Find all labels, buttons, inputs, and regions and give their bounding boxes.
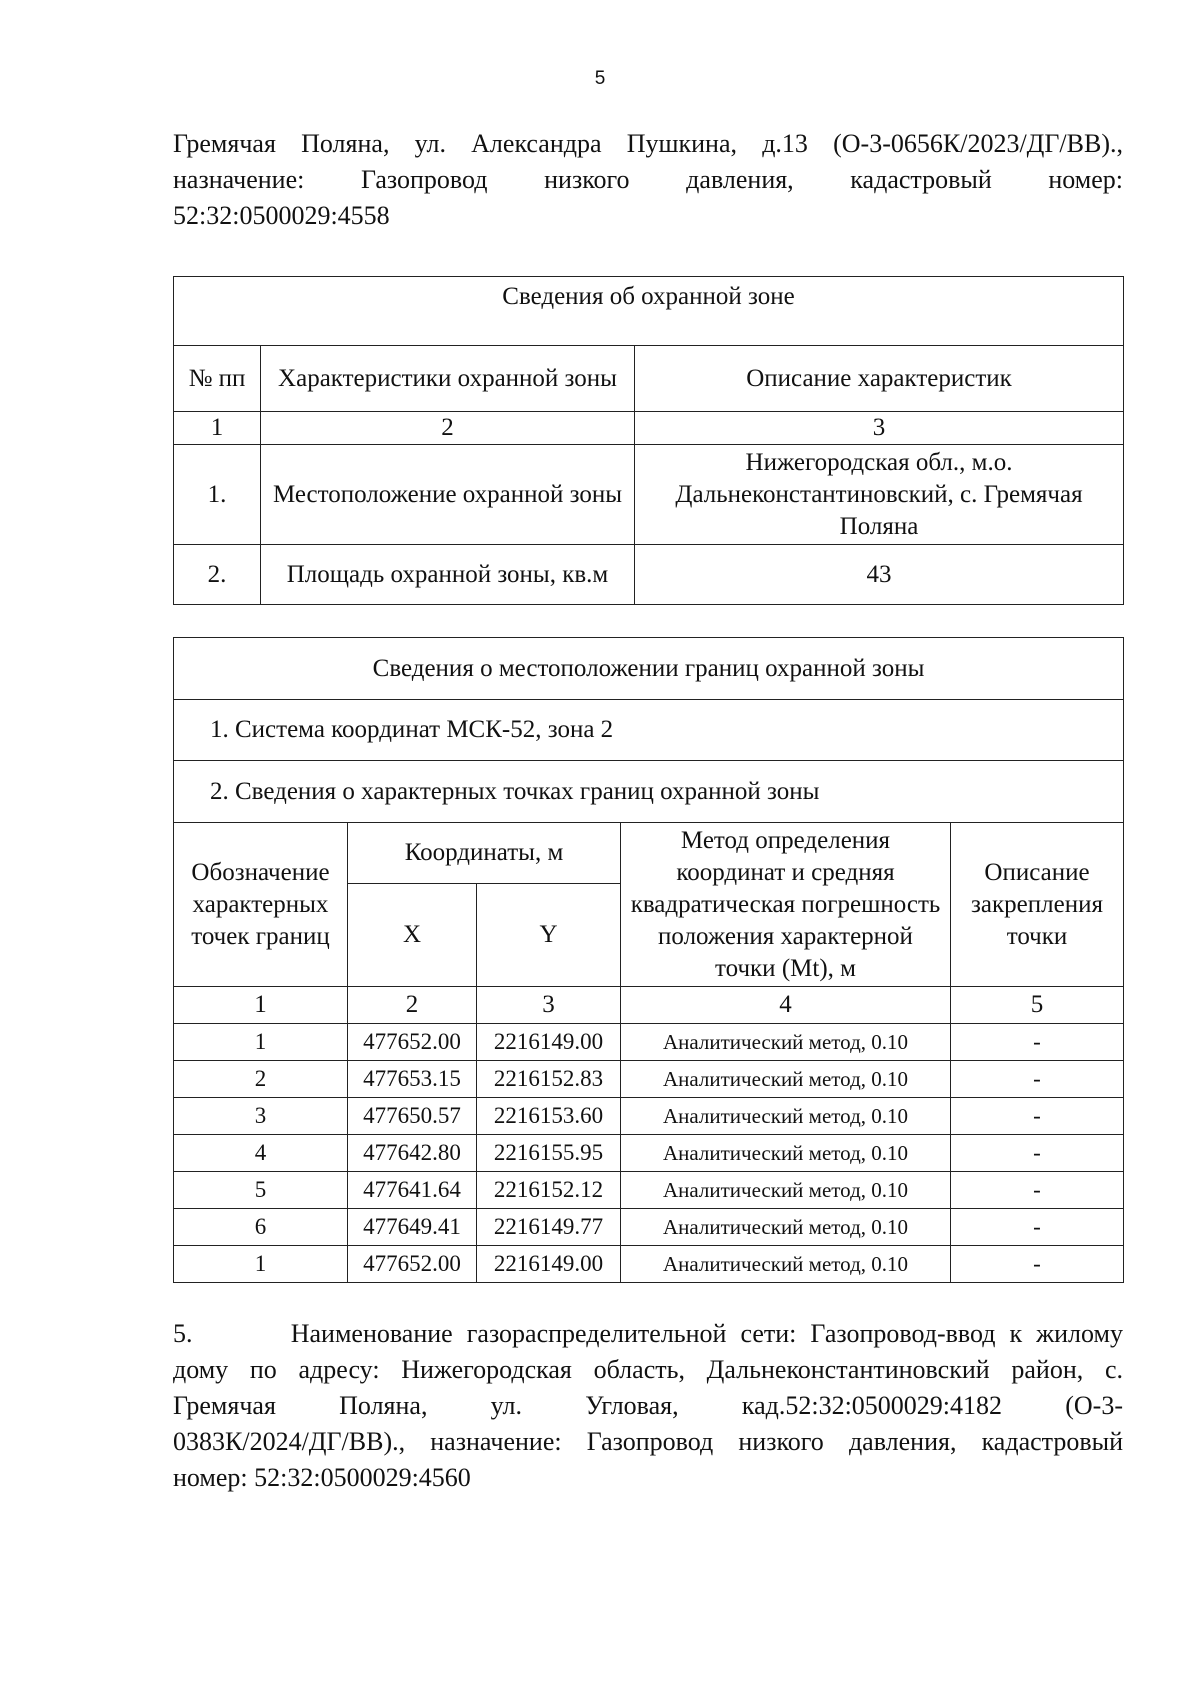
zone-row-num: 1. <box>174 445 261 545</box>
point-x: 477650.57 <box>348 1098 477 1135</box>
table-row <box>174 545 1124 605</box>
bounds-table-title: Сведения о местоположении границ охранной зоны <box>174 638 1124 700</box>
intro-line: Гремячая Поляна, ул. Александра Пушкина, д.13 (О-3-0656К/2023/ДГ/ВВ)., <box>173 129 1123 158</box>
point-fixing: - <box>951 1135 1124 1172</box>
point-y: 2216152.12 <box>477 1172 621 1209</box>
zone-col-number: 3 <box>635 412 1124 445</box>
section-5-line: номер: 52:32:0500029:4560 <box>173 1463 471 1492</box>
zone-header-desc: Описание характеристик <box>635 346 1124 412</box>
point-method: Аналитический метод, 0.10 <box>621 1246 951 1283</box>
point-y: 2216149.00 <box>477 1024 621 1061</box>
point-id: 1 <box>174 1024 348 1061</box>
point-method: Аналитический метод, 0.10 <box>621 1209 951 1246</box>
point-method: Аналитический метод, 0.10 <box>621 1098 951 1135</box>
section-5-line: Гремячая Поляна, ул. Угловая, кад.52:32:0500029:4182 (О-3- <box>173 1391 1123 1420</box>
intro-line: назначение: Газопровод низкого давления, кадастровый номер: <box>173 165 1123 194</box>
point-id: 1 <box>174 1246 348 1283</box>
point-y: 2216149.00 <box>477 1246 621 1283</box>
bounds-col-number: 1 <box>174 987 348 1024</box>
header-fixing: Описание закрепления точки <box>951 823 1124 987</box>
zone-table <box>173 276 1124 605</box>
point-x: 477642.80 <box>348 1135 477 1172</box>
table-row <box>174 1135 1124 1172</box>
point-fixing: - <box>951 1246 1124 1283</box>
header-designation: Обозначение характерных точек границ <box>174 823 348 987</box>
point-id: 6 <box>174 1209 348 1246</box>
intro-paragraph <box>173 126 1123 234</box>
table-row <box>174 1209 1124 1246</box>
zone-row-char: Площадь охранной зоны, кв.м <box>261 545 635 605</box>
point-id: 4 <box>174 1135 348 1172</box>
point-x: 477649.41 <box>348 1209 477 1246</box>
point-id: 5 <box>174 1172 348 1209</box>
bounds-col-number: 3 <box>477 987 621 1024</box>
point-id: 3 <box>174 1098 348 1135</box>
point-x: 477653.15 <box>348 1061 477 1098</box>
section-5-paragraph <box>173 1316 1123 1496</box>
bounds-col-number: 2 <box>348 987 477 1024</box>
section-5-line: 5. Наименование газораспределительной сети: Газопровод-ввод к жилому <box>173 1319 1123 1348</box>
table-row <box>174 1172 1124 1209</box>
header-y: Y <box>477 884 621 987</box>
table-row <box>174 445 1124 545</box>
point-x: 477652.00 <box>348 1024 477 1061</box>
zone-col-number: 1 <box>174 412 261 445</box>
coordinate-system: 1. Система координат МСК-52, зона 2 <box>174 700 1124 761</box>
page-number: 5 <box>594 68 606 89</box>
section-5-line: дому по адресу: Нижегородская область, Дальнеконстантиновский район, с. <box>173 1355 1123 1384</box>
zone-row-desc: Нижегородская обл., м.о. Дальнеконстантиновский, с. Гремячая Поляна <box>635 445 1124 545</box>
zone-row-desc: 43 <box>635 545 1124 605</box>
point-id: 2 <box>174 1061 348 1098</box>
point-method: Аналитический метод, 0.10 <box>621 1172 951 1209</box>
zone-row-char: Местоположение охранной зоны <box>261 445 635 545</box>
zone-col-number: 2 <box>261 412 635 445</box>
point-fixing: - <box>951 1061 1124 1098</box>
intro-line: 52:32:0500029:4558 <box>173 201 390 230</box>
point-method: Аналитический метод, 0.10 <box>621 1061 951 1098</box>
point-x: 477641.64 <box>348 1172 477 1209</box>
point-method: Аналитический метод, 0.10 <box>621 1135 951 1172</box>
zone-table-title: Сведения об охранной зоне <box>174 277 1124 346</box>
header-x: X <box>348 884 477 987</box>
zone-row-num: 2. <box>174 545 261 605</box>
zone-header-char: Характеристики охранной зоны <box>261 346 635 412</box>
point-y: 2216152.83 <box>477 1061 621 1098</box>
point-y: 2216149.77 <box>477 1209 621 1246</box>
point-fixing: - <box>951 1209 1124 1246</box>
section-5-line: 0383К/2024/ДГ/ВВ)., назначение: Газопровод низкого давления, кадастровый <box>173 1427 1123 1456</box>
bounds-col-number: 4 <box>621 987 951 1024</box>
header-method: Метод определения координат и средняя квадратическая погрешность положения характерной точки (Mt), м <box>621 823 951 987</box>
bounds-col-number: 5 <box>951 987 1124 1024</box>
header-coords: Координаты, м <box>348 823 621 884</box>
table-row <box>174 1246 1124 1283</box>
point-method: Аналитический метод, 0.10 <box>621 1024 951 1061</box>
zone-header-num: № пп <box>174 346 261 412</box>
table-row <box>174 1024 1124 1061</box>
bounds-table <box>173 637 1124 1283</box>
point-fixing: - <box>951 1024 1124 1061</box>
point-fixing: - <box>951 1172 1124 1209</box>
points-title: 2. Сведения о характерных точках границ охранной зоны <box>174 761 1124 823</box>
point-y: 2216153.60 <box>477 1098 621 1135</box>
point-x: 477652.00 <box>348 1246 477 1283</box>
point-y: 2216155.95 <box>477 1135 621 1172</box>
table-row <box>174 1061 1124 1098</box>
point-fixing: - <box>951 1098 1124 1135</box>
table-row <box>174 1098 1124 1135</box>
